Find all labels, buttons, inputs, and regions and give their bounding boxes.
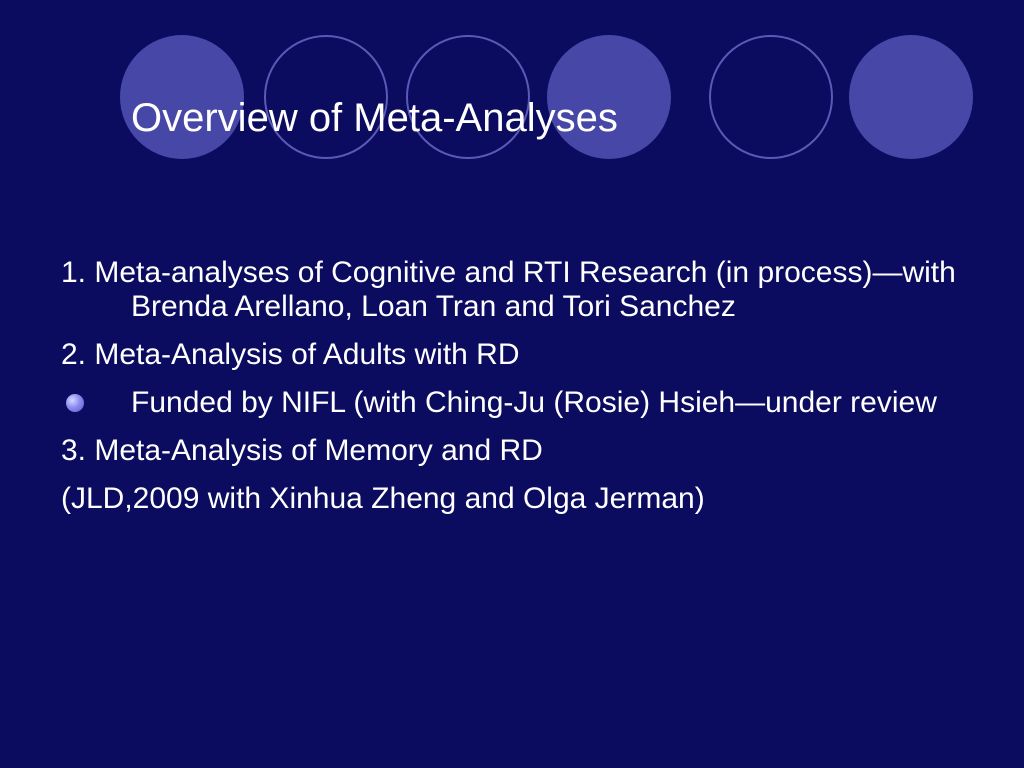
decorative-circle-filled xyxy=(849,35,973,159)
list-item: (JLD,2009 with Xinhua Zheng and Olga Jerman) xyxy=(61,482,705,515)
list-item: 1. Meta-analyses of Cognitive and RTI Research (in process)—with Brenda Arellano, Loan Tran and Tori Sanchez xyxy=(61,256,956,323)
slide-title: Overview of Meta-Analyses xyxy=(131,96,618,140)
list-item: 2. Meta-Analysis of Adults with RD xyxy=(61,338,520,371)
content-list xyxy=(61,256,981,530)
decorative-circle-outline xyxy=(709,35,833,159)
list-item: 3. Meta-Analysis of Memory and RD xyxy=(61,434,543,467)
bullet-dot-icon xyxy=(66,394,84,412)
list-item-bulleted xyxy=(61,386,981,420)
list-item-text: Funded by NIFL (with Ching-Ju (Rosie) Hsieh—under review xyxy=(131,386,937,419)
